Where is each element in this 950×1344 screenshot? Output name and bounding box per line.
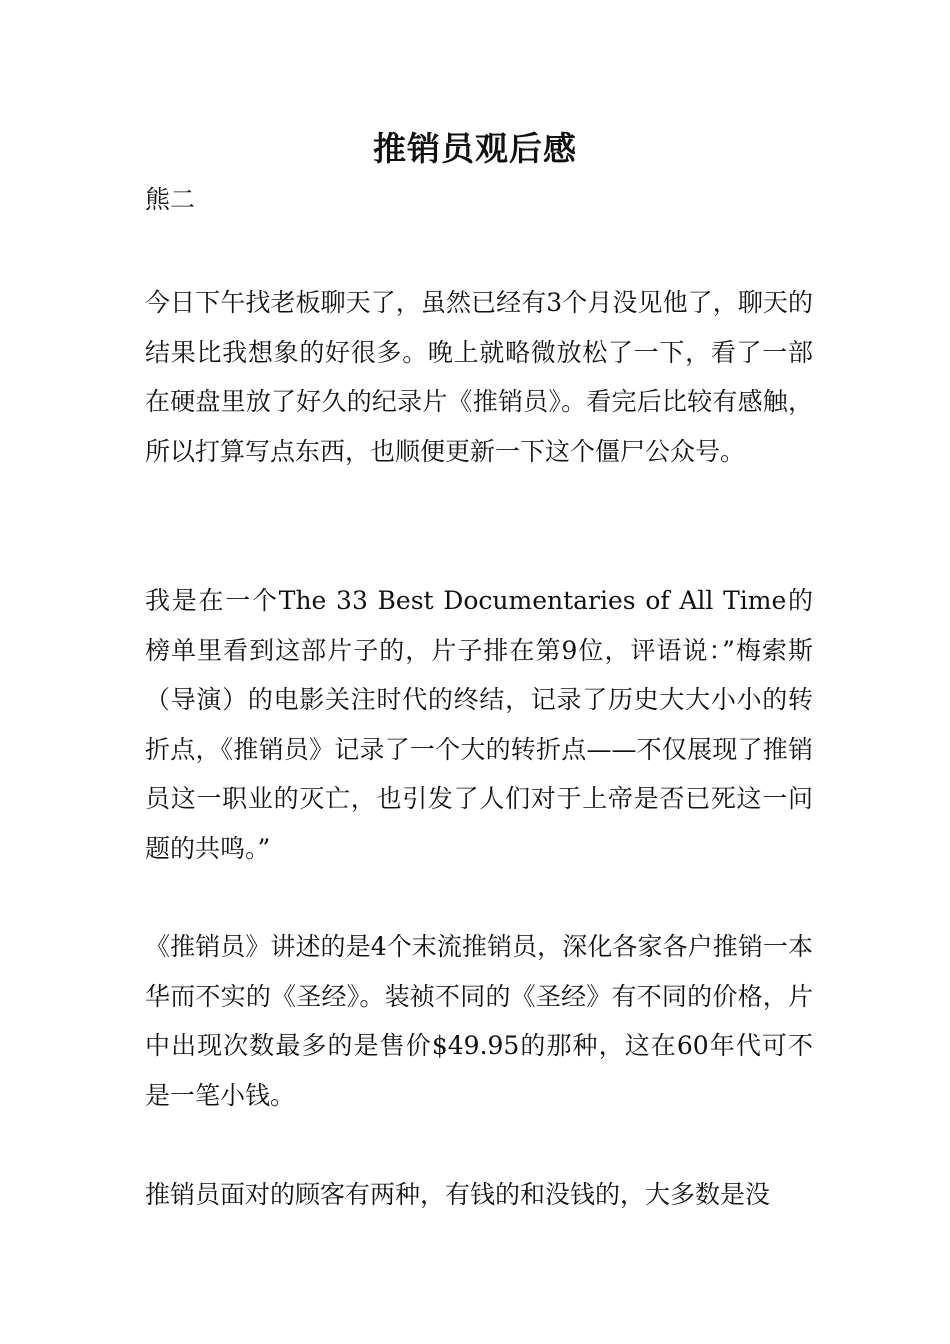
document-title: 推销员观后感 <box>373 129 577 168</box>
document-author: 熊二 <box>145 185 196 214</box>
paragraph-4: 推销员面对的顾客有两种，有钱的和没钱的，大多数是没 <box>145 1180 771 1209</box>
paragraph-1: 今日下午找老板聊天了，虽然已经有3个月没见他了，聊天的结果比我想象的好很多。晚上就略微放松了一下，看了一部在硬盘里放了好久的纪录片《推销员》。看完后比较有感触，所以打算写点东西，也顺便更新一下这个僵尸公众号。 <box>145 288 813 466</box>
paragraph-2: 我是在一个The 33 Best Documentaries of All Time的榜单里看到这部片子的，片子排在第9位，评语说：”梅索斯（导演）的电影关注时代的终结，记录了历史大大小小的转折点，《推销员》记录了一个大的转折点——不仅展现了推销员这一职业的灭亡，也引发了人们对于上帝是否已死这一问题的共鸣。” <box>145 586 813 863</box>
paragraph-3: 《推销员》讲述的是4个末流推销员，深化各家各户推销一本华而不实的《圣经》。装祯不同的《圣经》有不同的价格，片中出现次数最多的是售价$49.95的那种，这在60年代可不是一笔小钱。 <box>145 932 813 1110</box>
